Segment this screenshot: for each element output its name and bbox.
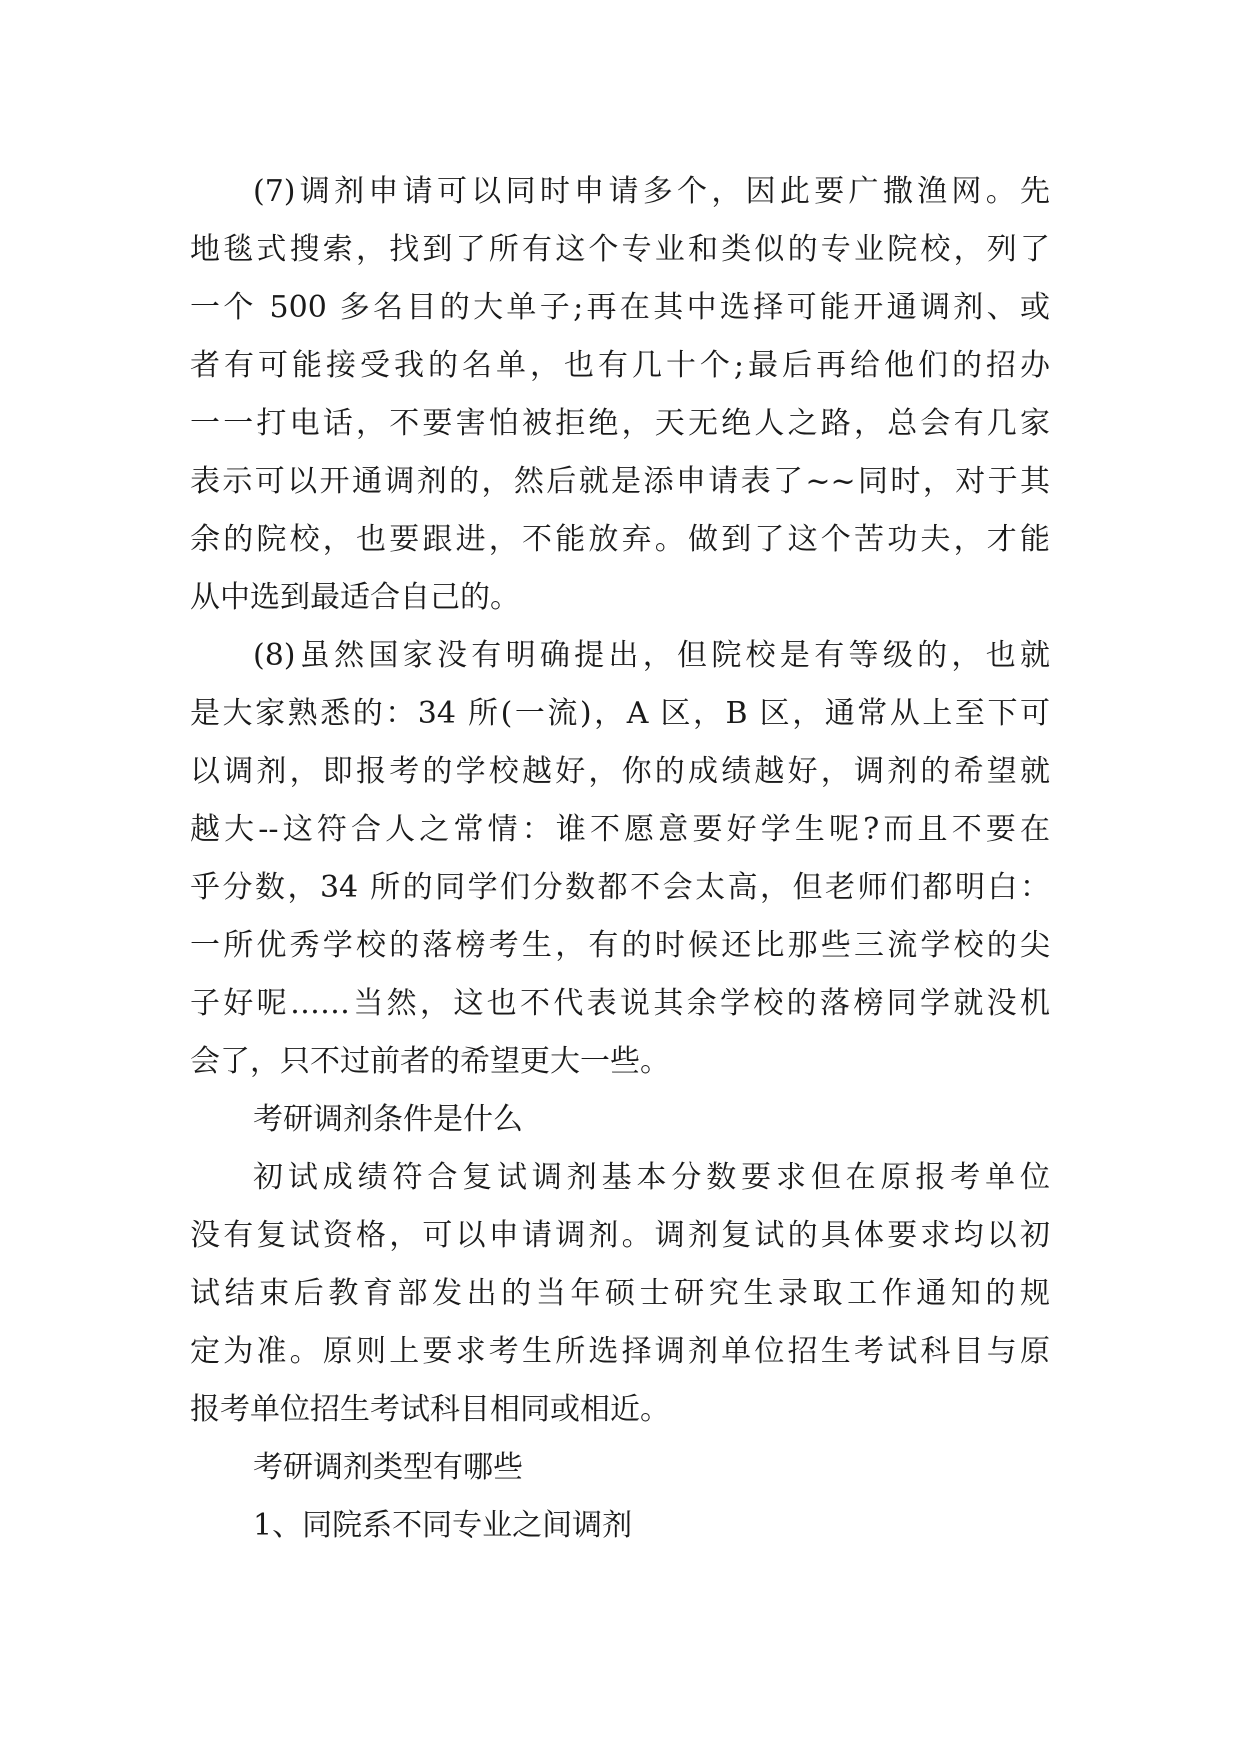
paragraph-7-line-4: 者有可能接受我的名单，也有几十个;最后再给他们的招办 (190, 348, 1050, 383)
paragraph-7-line-8: 从中选到最适合自己的。 (190, 580, 520, 615)
paragraph-8-line-7: 子好呢……当然，这也不代表说其余学校的落榜同学就没机 (190, 986, 1050, 1021)
paragraph-8-line-4: 越大--这符合人之常情：谁不愿意要好学生呢?而且不要在 (190, 812, 1050, 847)
paragraph-conditions-line-2: 没有复试资格，可以申请调剂。调剂复试的具体要求均以初 (190, 1218, 1050, 1253)
heading-types: 考研调剂类型有哪些 (253, 1450, 523, 1485)
paragraph-8-line-1: (8)虽然国家没有明确提出，但院校是有等级的，也就 (253, 638, 1050, 673)
paragraph-7-line-1: (7)调剂申请可以同时申请多个，因此要广撒渔网。先 (253, 174, 1050, 209)
paragraph-8-line-5: 乎分数，34 所的同学们分数都不会太高，但老师们都明白： (190, 870, 1050, 905)
paragraph-conditions-line-4: 定为准。原则上要求考生所选择调剂单位招生考试科目与原 (190, 1334, 1050, 1369)
paragraph-conditions-line-1: 初试成绩符合复试调剂基本分数要求但在原报考单位 (253, 1160, 1050, 1195)
paragraph-7-line-6: 表示可以开通调剂的，然后就是添申请表了~~同时，对于其 (190, 464, 1050, 499)
paragraph-7-line-7: 余的院校，也要跟进，不能放弃。做到了这个苦功夫，才能 (190, 522, 1050, 557)
heading-conditions: 考研调剂条件是什么 (253, 1102, 523, 1137)
paragraph-conditions-line-5: 报考单位招生考试科目相同或相近。 (190, 1392, 670, 1427)
paragraph-8-line-3: 以调剂，即报考的学校越好，你的成绩越好，调剂的希望就 (190, 754, 1050, 789)
paragraph-7-line-5: 一一打电话，不要害怕被拒绝，天无绝人之路，总会有几家 (190, 406, 1050, 441)
list-item-1: 1、同院系不同专业之间调剂 (253, 1508, 633, 1543)
paragraph-8-line-8: 会了，只不过前者的希望更大一些。 (190, 1044, 670, 1079)
paragraph-7-line-3: 一个 500 多名目的大单子;再在其中选择可能开通调剂、或 (190, 290, 1050, 325)
paragraph-7-line-2: 地毯式搜索，找到了所有这个专业和类似的专业院校，列了 (190, 232, 1050, 267)
paragraph-8-line-2: 是大家熟悉的：34 所(一流)，A 区，B 区，通常从上至下可 (190, 696, 1050, 731)
paragraph-8-line-6: 一所优秀学校的落榜考生，有的时候还比那些三流学校的尖 (190, 928, 1050, 963)
paragraph-conditions-line-3: 试结束后教育部发出的当年硕士研究生录取工作通知的规 (190, 1276, 1050, 1311)
